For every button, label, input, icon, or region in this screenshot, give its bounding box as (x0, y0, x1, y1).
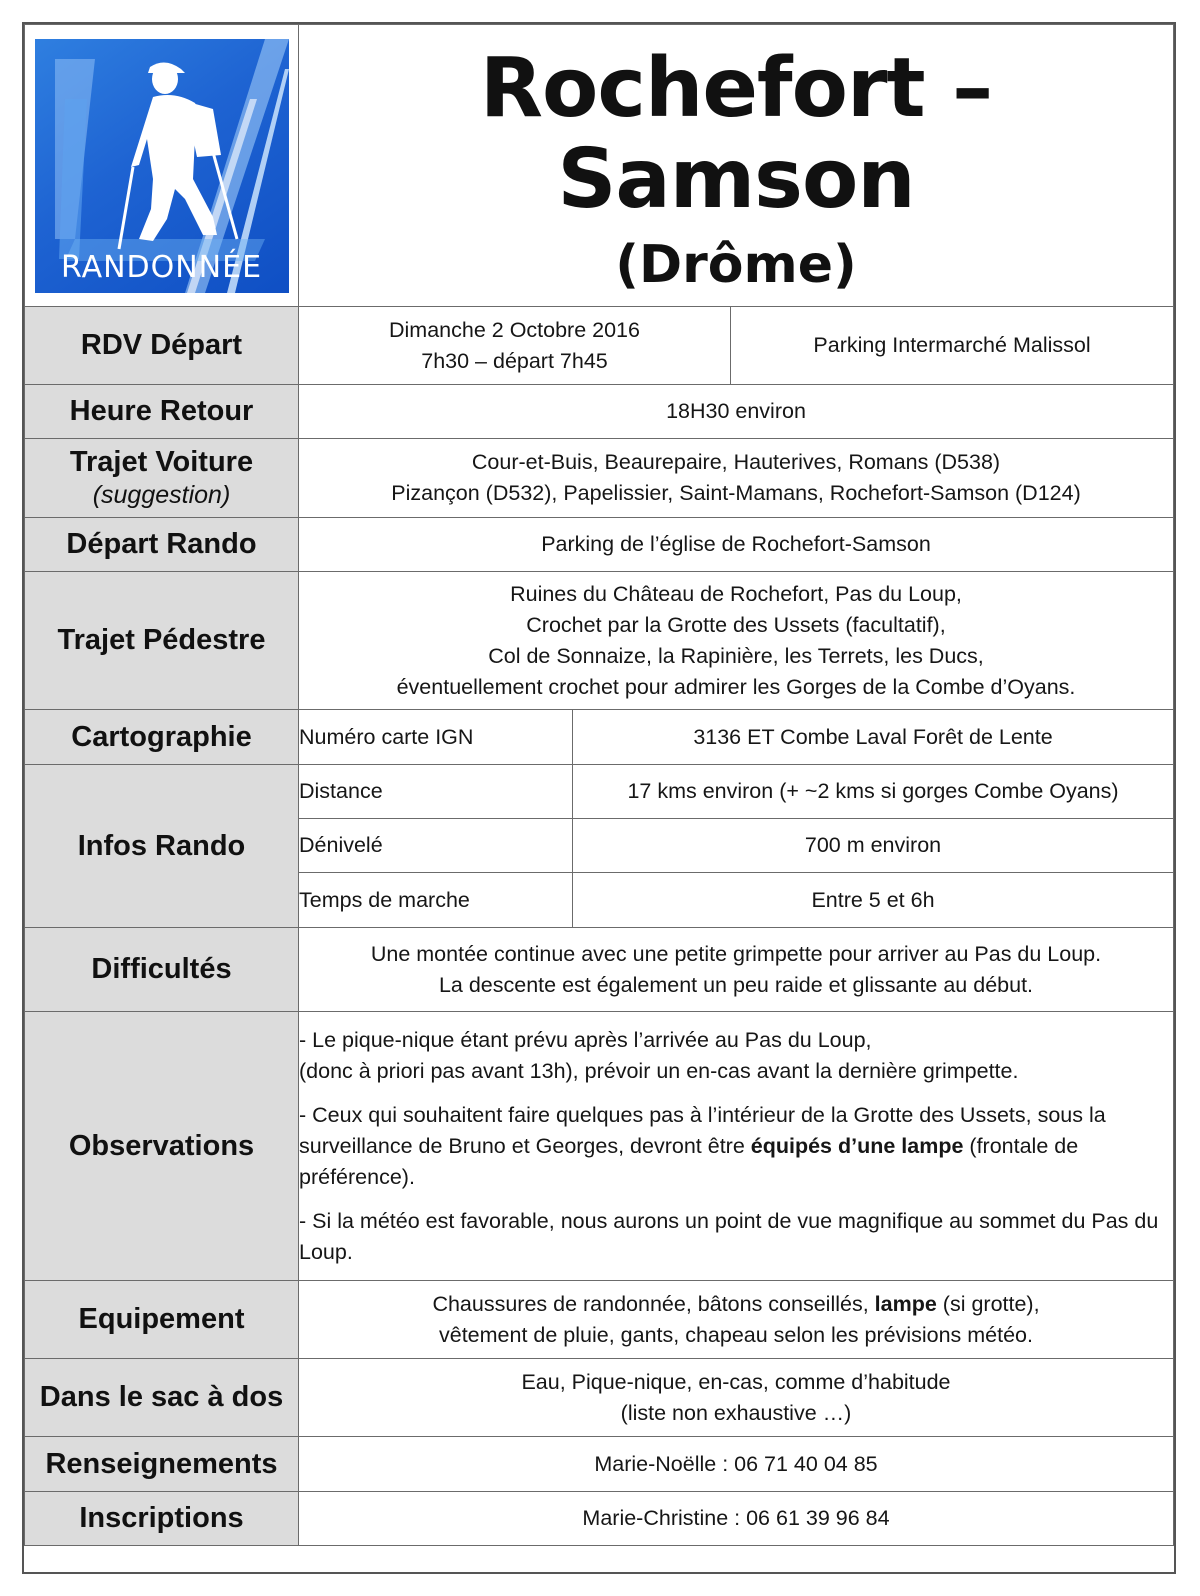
label-observations: Observations (25, 1012, 299, 1281)
difficultes-value (299, 928, 1174, 1012)
infos-key-denivele: Dénivelé (299, 819, 573, 873)
row-equipement (25, 1281, 1174, 1359)
row-depart-rando (25, 518, 1174, 572)
row-cartographie (25, 710, 1174, 765)
infos-value-distance: 17 kms environ (+ ~2 kms si gorges Combe Oyans) (573, 765, 1174, 819)
inscriptions-value: Marie-Christine : 06 61 39 96 84 (299, 1492, 1174, 1546)
observation-3: - Si la météo est favorable, nous aurons un point de vue magnifique au sommet du Pas du Loup. (299, 1208, 1159, 1264)
voiture-line-2: Pizançon (D532), Papelissier, Saint-Mamans, Rochefort-Samson (D124) (391, 481, 1081, 505)
label-voiture (25, 439, 299, 518)
infos-value-temps: Entre 5 et 6h (573, 873, 1174, 928)
label-rdv: RDV Départ (25, 307, 299, 385)
title-cell (299, 25, 1174, 307)
cartographie-key: Numéro carte IGN (299, 710, 573, 765)
voiture-label-text: Trajet Voiture (69, 446, 254, 478)
rdv-place: Parking Intermarché Malissol (731, 307, 1174, 385)
voiture-sublabel: (suggestion) (92, 481, 231, 509)
label-equipement: Equipement (25, 1281, 299, 1359)
observation-2-bold: équipés d’une lampe (750, 1133, 964, 1158)
observations-value (299, 1012, 1174, 1281)
infos-key-distance: Distance (299, 765, 573, 819)
pedestre-line-2: Crochet par la Grotte des Ussets (facultatif), (526, 612, 946, 637)
label-infos: Infos Rando (25, 765, 299, 928)
difficultes-line-1: Une montée continue avec une petite grimpette pour arriver au Pas du Loup. (370, 941, 1102, 966)
info-table (24, 24, 1174, 1546)
logo-cell (25, 25, 299, 307)
randonnee-logo (35, 39, 289, 293)
page-title: Rochefort – Samson (479, 41, 993, 227)
row-voiture (25, 439, 1174, 518)
equipement-line-1-before: Chaussures de randonnée, bâtons conseillés, (432, 1291, 875, 1316)
label-sac: Dans le sac à dos (25, 1359, 299, 1437)
label-inscriptions: Inscriptions (25, 1492, 299, 1546)
row-renseignements (25, 1437, 1174, 1492)
equipement-line-2: vêtement de pluie, gants, chapeau selon les prévisions météo. (438, 1322, 1033, 1347)
depart-rando-value: Parking de l’église de Rochefort-Samson (299, 518, 1174, 572)
equipement-value (299, 1281, 1174, 1359)
row-observations (25, 1012, 1174, 1281)
page-subtitle: (Drôme) (615, 234, 857, 295)
row-pedestre (25, 572, 1174, 710)
voiture-line-1: Cour-et-Buis, Beaurepaire, Hauterives, Romans (D538) (471, 450, 1001, 474)
observation-1 (299, 1025, 1173, 1087)
header-row (25, 25, 1174, 307)
label-difficultes: Difficultés (25, 928, 299, 1012)
observation-2-before: - Ceux qui souhaitent faire quelques pas à l’intérieur de la Grotte des Ussets, sous la surveillance de Bruno et Georges, devront être (299, 1102, 1106, 1158)
renseignements-value: Marie-Noëlle : 06 71 40 04 85 (299, 1437, 1174, 1492)
rdv-date: Dimanche 2 Octobre 2016 (389, 317, 640, 342)
difficultes-line-2: La descente est également un peu raide et glissante au début. (438, 972, 1034, 997)
row-rdv (25, 307, 1174, 385)
retour-value: 18H30 environ (299, 385, 1174, 439)
observation-2-after: (frontale de préférence). (299, 1133, 1079, 1189)
infos-key-temps: Temps de marche (299, 873, 573, 928)
label-renseignements: Renseignements (25, 1437, 299, 1492)
rdv-datetime (299, 307, 731, 385)
row-sac (25, 1359, 1174, 1437)
sac-line-1: Eau, Pique-nique, en-cas, comme d’habitude (521, 1369, 951, 1394)
voiture-value (299, 439, 1174, 518)
equipement-bold: lampe (874, 1291, 937, 1316)
pedestre-value (299, 572, 1174, 710)
row-infos-distance (25, 765, 1174, 819)
rdv-time: 7h30 – départ 7h45 (421, 348, 608, 373)
pedestre-line-4: éventuellement crochet pour admirer les Gorges de la Combe d’Oyans. (396, 674, 1076, 699)
pedestre-line-1: Ruines du Château de Rochefort, Pas du Loup, (510, 581, 962, 606)
logo-text: RANDONNÉE (60, 249, 263, 285)
hike-info-sheet (22, 22, 1176, 1574)
sac-line-2: (liste non exhaustive …) (620, 1400, 852, 1425)
equipement-line-1 (299, 1289, 1173, 1320)
pedestre-line-3: Col de Sonnaize, la Rapinière, les Terrets, les Ducs, (488, 643, 984, 668)
label-pedestre: Trajet Pédestre (25, 572, 299, 710)
infos-value-denivele: 700 m environ (573, 819, 1174, 873)
sac-value (299, 1359, 1174, 1437)
label-retour: Heure Retour (25, 385, 299, 439)
observation-2 (299, 1100, 1173, 1193)
observation-1-line-1: - Le pique-nique étant prévu après l’arrivée au Pas du Loup, (299, 1027, 872, 1052)
observation-1-line-2: (donc à priori pas avant 13h), prévoir un en-cas avant la dernière grimpette. (299, 1058, 1019, 1083)
row-inscriptions (25, 1492, 1174, 1546)
label-cartographie: Cartographie (25, 710, 299, 765)
equipement-line-1-after: (si grotte), (936, 1291, 1040, 1316)
row-retour (25, 385, 1174, 439)
row-difficultes (25, 928, 1174, 1012)
cartographie-value: 3136 ET Combe Laval Forêt de Lente (573, 710, 1174, 765)
label-depart-rando: Départ Rando (25, 518, 299, 572)
